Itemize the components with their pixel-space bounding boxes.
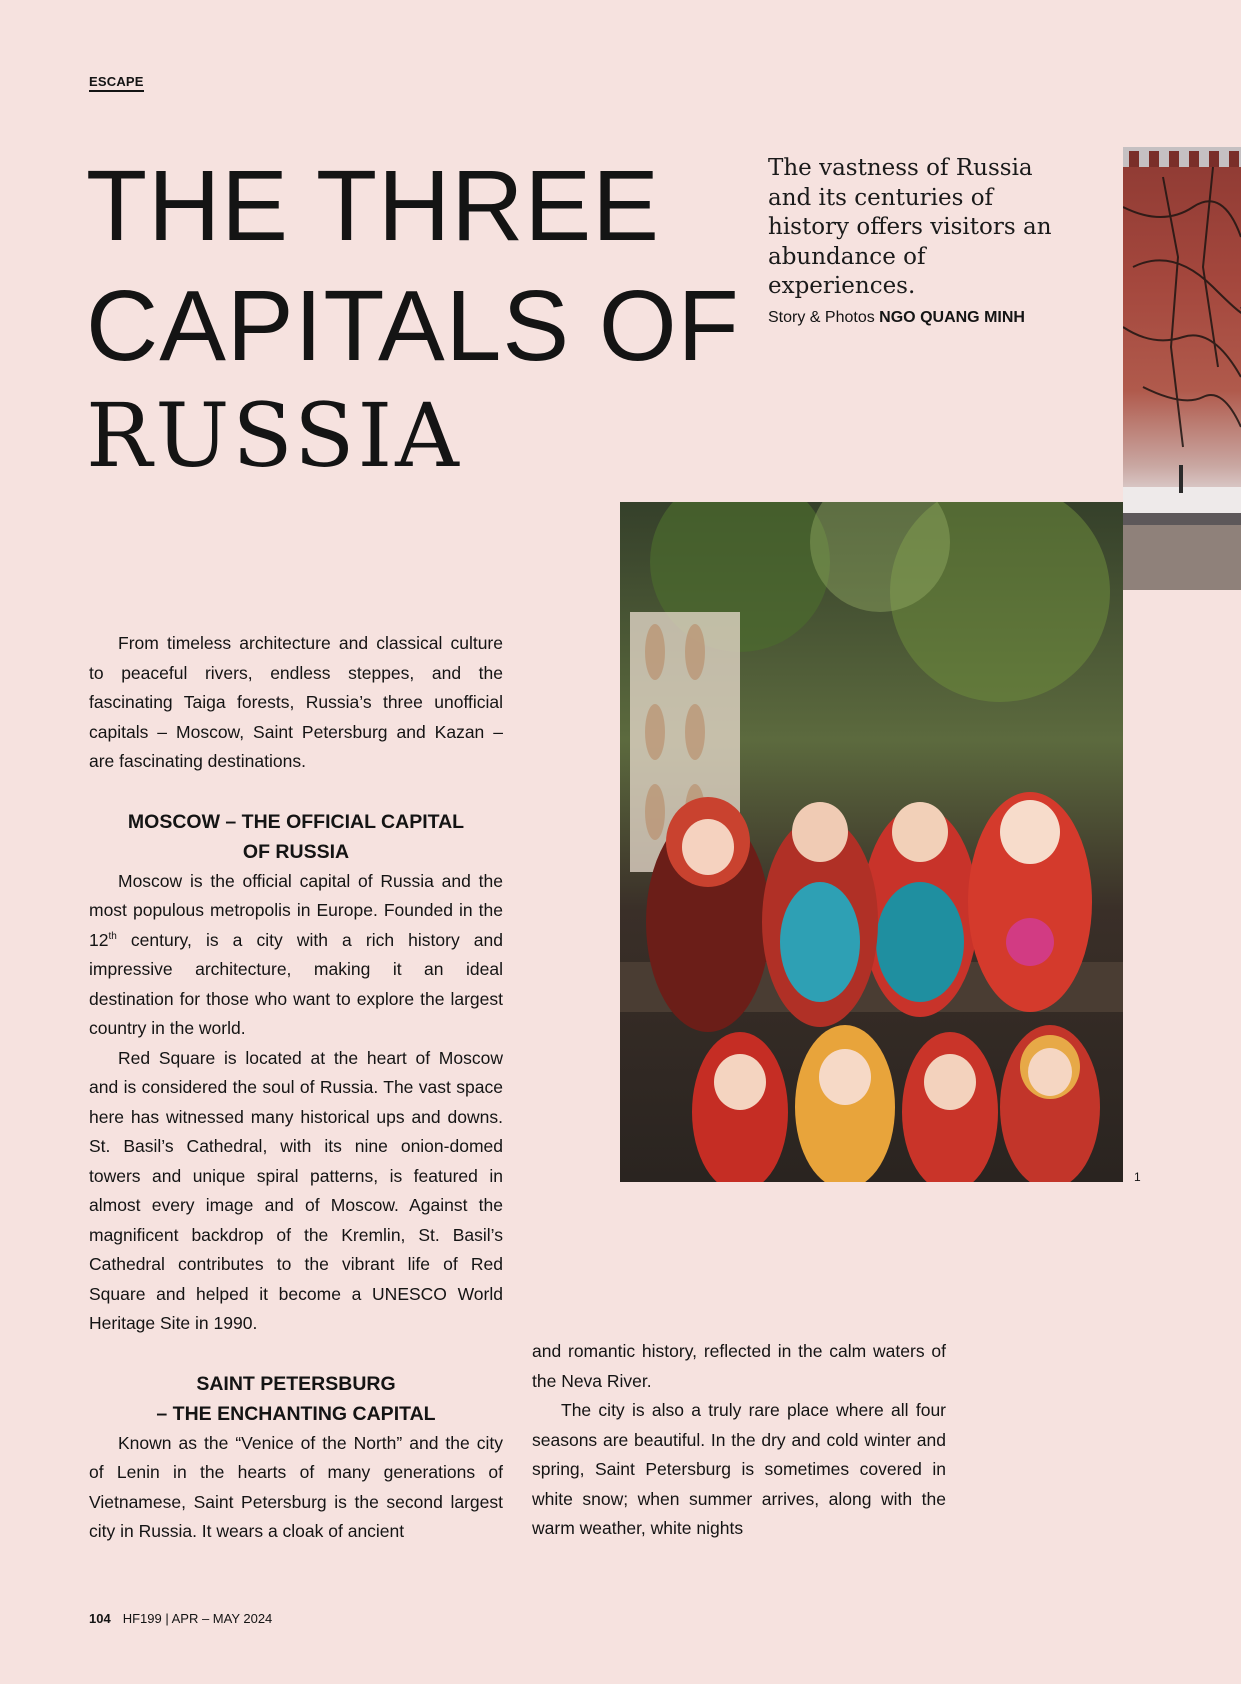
byline-author: NGO QUANG MINH	[879, 309, 1025, 326]
article-title-line-2: CAPITALS OF	[86, 270, 740, 382]
page-footer	[89, 1611, 272, 1626]
section-tag: ESCAPE	[89, 74, 144, 92]
byline-prefix: Story & Photos	[768, 309, 875, 326]
spb-heading-line-1: SAINT PETERSBURG	[196, 1372, 396, 1395]
article-title-line-3: RUSSIA	[86, 384, 462, 487]
page-number: 104	[89, 1611, 111, 1626]
issue-info: HF199 | APR – MAY 2024	[122, 1611, 273, 1626]
body-column-right	[532, 1337, 946, 1544]
intro-paragraph: From timeless architecture and classical culture to peaceful rivers, endless steppes, and the fascinating Taiga forests, Russia’s three unofficial capitals – Moscow, Saint Petersburg and Kazan – are fascinating destinations.	[89, 633, 503, 771]
spb-paragraph-2: The city is also a truly rare place where all four seasons are beautiful. In the dry and cold winter and spring, Saint Petersburg is sometimes covered in white snow; when summer arrives, along with the warm weather, white nights	[532, 1400, 946, 1538]
moscow-heading-line-2: OF RUSSIA	[242, 840, 350, 863]
spb-paragraph-1-continued: and romantic history, reflected in the calm waters of the Neva River.	[532, 1341, 946, 1391]
moscow-heading-line-1: MOSCOW – THE OFFICIAL CAPITAL	[127, 810, 465, 833]
byline	[768, 309, 1025, 327]
article-deck: The vastness of Russia and its centuries of history offers visitors an abundance of experiences.	[768, 155, 1052, 299]
moscow-paragraph-1: Moscow is the official capital of Russia and the most populous metropolis in Europe. Founded in the 12th century, is a city with a rich history and impressive architecture, making it an ideal destination for those who want to explore the largest country in the world.	[89, 870, 503, 1038]
matryoshka-dolls-photo	[620, 502, 1123, 1182]
spb-heading-line-2: – THE ENCHANTING CAPITAL	[156, 1402, 436, 1425]
body-column-left	[89, 629, 503, 1547]
kremlin-wall-photo	[1123, 147, 1241, 590]
spb-paragraph-1: Known as the “Venice of the North” and the city of Lenin in the hearts of many generations of Vietnamese, Saint Petersburg is the second largest city in Russia. It wears a cloak of ancient	[89, 1432, 503, 1541]
article-title-line-1: THE THREE	[86, 150, 660, 262]
moscow-paragraph-2: Red Square is located at the heart of Moscow and is considered the soul of Russia. The vast space here has witnessed many historical ups and downs. St. Basil’s Cathedral, with its nine onion-domed towers and unique spiral patterns, is featured in almost every image and of Moscow. Against the magnificent backdrop of the Kremlin, St. Basil’s Cathedral contributes to the vibrant life of Red Square and helped it become a UNESCO World Heritage Site in 1990.	[89, 1047, 503, 1333]
photo-caption-number: 1	[1134, 1170, 1141, 1184]
